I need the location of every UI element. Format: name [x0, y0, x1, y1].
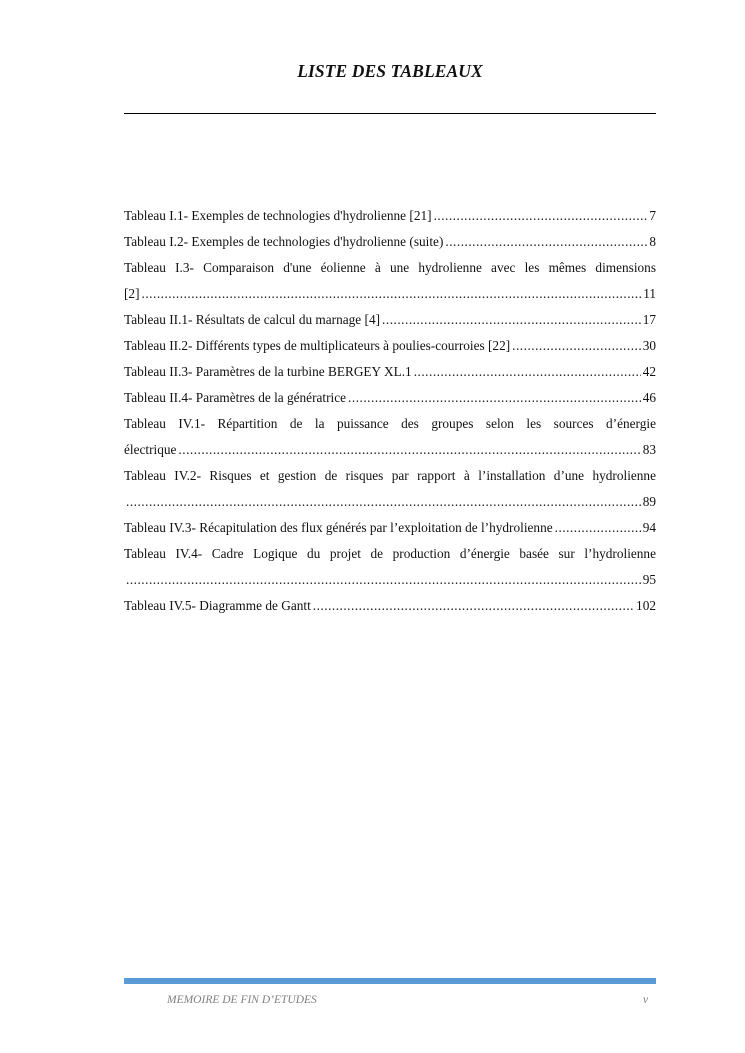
- page-number: v: [643, 994, 649, 1006]
- toc-entry-text: Tableau IV.3- Récapitulation des flux générés par l’exploitation de l’hydrolienne: [124, 520, 553, 535]
- toc-entry[interactable]: [124, 307, 656, 333]
- toc-entry-text: Tableau II.2- Différents types de multiplicateurs à poulies-courroies [22]: [124, 338, 511, 353]
- toc-entry-text: Tableau II.4- Paramètres de la génératrice: [124, 390, 347, 405]
- toc-entry[interactable]: [124, 541, 656, 593]
- toc-page-number: 95: [642, 572, 656, 587]
- toc-entry-text: électrique: [124, 442, 177, 457]
- dot-leader: [414, 359, 641, 385]
- toc-entry[interactable]: [124, 333, 656, 359]
- toc-page-number: 7: [649, 208, 656, 223]
- toc-page-number: 89: [642, 494, 656, 509]
- page-title: LISTE DES TABLEAUX: [297, 61, 483, 81]
- dot-leader: [313, 593, 634, 619]
- toc-entry-line: [124, 307, 656, 333]
- toc-entry-line: [124, 515, 656, 541]
- toc-page-number: 102: [636, 598, 656, 613]
- toc-entry-text: [2]: [124, 286, 140, 301]
- toc-entry-line: [124, 567, 656, 593]
- footer-title: MEMOIRE DE FIN D’ETUDES: [167, 994, 317, 1006]
- toc-entry-text: Tableau IV.4- Cadre Logique du projet de production d’énergie basée sur l’hydrolienne: [124, 546, 656, 561]
- dot-leader: [178, 437, 640, 463]
- footer-bar: [124, 978, 656, 984]
- toc-page-number: 11: [643, 286, 656, 301]
- toc-entry-text: Tableau I.3- Comparaison d'une éolienne à une hydrolienne avec les mêmes dimensions: [124, 260, 656, 275]
- dot-leader: [126, 567, 641, 593]
- toc-entry-line: [124, 489, 656, 515]
- toc-page-number: 8: [649, 234, 656, 249]
- toc-entry-text: Tableau II.1- Résultats de calcul du marnage [4]: [124, 312, 381, 327]
- dot-leader: [512, 333, 641, 359]
- toc-page-number: 30: [642, 338, 656, 353]
- toc-entry[interactable]: [124, 593, 656, 619]
- dot-leader: [434, 203, 648, 229]
- toc-entry-text: Tableau II.3- Paramètres de la turbine BERGEY XL.1: [124, 364, 412, 379]
- toc-entry[interactable]: [124, 229, 656, 255]
- dot-leader: [142, 281, 642, 307]
- dot-leader: [382, 307, 641, 333]
- toc-page-number: 83: [642, 442, 656, 457]
- toc-page-number: 94: [642, 520, 656, 535]
- dot-leader: [555, 515, 641, 541]
- dot-leader: [445, 229, 647, 255]
- toc-entry[interactable]: [124, 203, 656, 229]
- toc-page-number: 17: [642, 312, 656, 327]
- title-divider: [124, 113, 656, 114]
- toc-entry-text: Tableau IV.2- Risques et gestion de risques par rapport à l’installation d’une hydrolienne: [124, 468, 656, 483]
- toc-entry-line: [124, 359, 656, 385]
- toc-entry-text: Tableau I.2- Exemples de technologies d'hydrolienne (suite): [124, 234, 444, 249]
- toc-entry-line: [124, 437, 656, 463]
- dot-leader: [348, 385, 641, 411]
- toc-entry-line: [124, 281, 656, 307]
- dot-leader: [126, 489, 641, 515]
- toc-entry-text: Tableau IV.5- Diagramme de Gantt: [124, 598, 311, 613]
- toc-entry-line: [124, 593, 656, 619]
- toc-entry-line: [124, 333, 656, 359]
- toc-entry[interactable]: [124, 463, 656, 515]
- toc-page-number: 46: [642, 390, 656, 405]
- toc-page-number: 42: [642, 364, 656, 379]
- toc-entry[interactable]: [124, 385, 656, 411]
- toc-entry-text: Tableau I.1- Exemples de technologies d'hydrolienne [21]: [124, 208, 432, 223]
- toc-entry[interactable]: [124, 255, 656, 307]
- toc-entry[interactable]: [124, 411, 656, 463]
- toc-entry-line: [124, 229, 656, 255]
- toc-entry-line: [124, 203, 656, 229]
- toc-entry-text: Tableau IV.1- Répartition de la puissance des groupes selon les sources d’énergie: [124, 416, 656, 431]
- toc-entry[interactable]: [124, 359, 656, 385]
- toc-entry[interactable]: [124, 515, 656, 541]
- toc-entry-line: [124, 385, 656, 411]
- table-list: [124, 203, 656, 619]
